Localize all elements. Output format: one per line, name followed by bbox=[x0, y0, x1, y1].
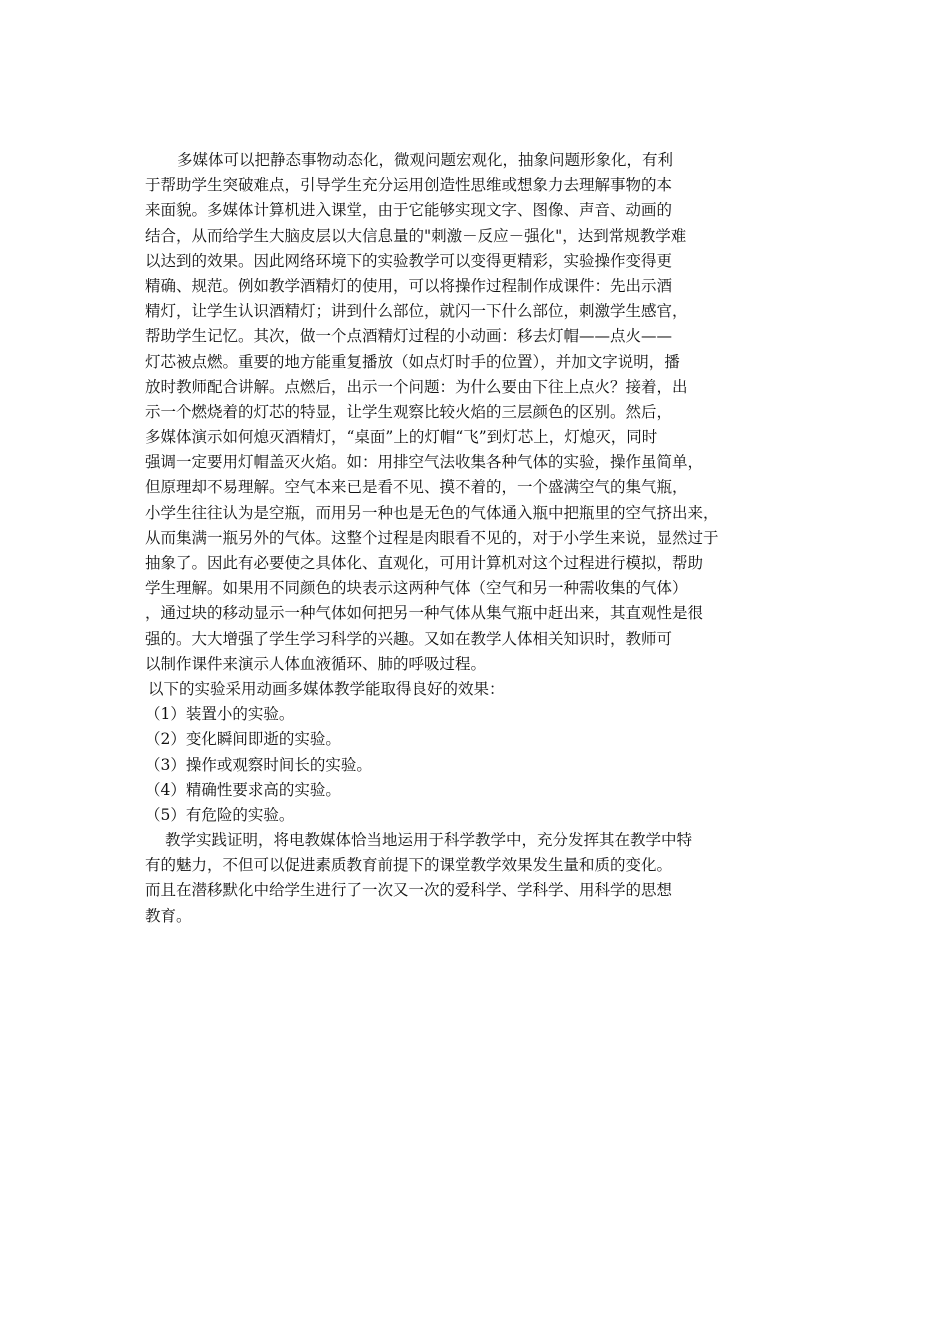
paragraph-line: 于帮助学生突破难点，引导学生充分运用创造性思维或想象力去理解事物的本 bbox=[145, 176, 673, 195]
paragraph-line: 教学实践证明，将电教媒体恰当地运用于科学教学中，充分发挥其在教学中特 bbox=[165, 831, 693, 850]
paragraph-line: 小学生往往认为是空瓶，而用另一种也是无色的气体通入瓶中把瓶里的空气挤出来， bbox=[145, 503, 719, 522]
paragraph-line: 来面貌。多媒体计算机进入课堂，由于它能够实现文字、图像、声音、动画的 bbox=[145, 201, 673, 220]
paragraph-line: 精灯，让学生认识酒精灯；讲到什么部位，就闪一下什么部位，刺激学生感官， bbox=[145, 302, 688, 321]
paragraph-line: 多媒体演示如何熄灭酒精灯，“桌面”上的灯帽“飞”到灯芯上，灯熄灭，同时 bbox=[145, 428, 658, 447]
document-body bbox=[145, 148, 785, 929]
paragraph-line: 教育。 bbox=[145, 906, 192, 925]
paragraph-line: 强调一定要用灯帽盖灭火焰。如：用排空气法收集各种气体的实验，操作虽简单， bbox=[145, 453, 704, 472]
paragraph-line: 示一个燃烧着的灯芯的特显，让学生观察比较火焰的三层颜色的区别。然后， bbox=[145, 402, 673, 421]
paragraph-line: 灯芯被点燃。重要的地方能重复播放（如点灯时手的位置），并加文字说明，播 bbox=[145, 352, 680, 371]
list-item: （4）精确性要求高的实验。 bbox=[145, 780, 341, 799]
paragraph-line: 抽象了。因此有必要使之具体化、直观化，可用计算机对这个过程进行模拟，帮助 bbox=[145, 554, 704, 572]
paragraph-line: 而且在潜移默化中给学生进行了一次又一次的爱科学、学科学、用科学的思想 bbox=[145, 881, 673, 900]
paragraph-line: 但原理却不易理解。空气本来已是看不见、摸不着的，一个盛满空气的集气瓶， bbox=[145, 478, 688, 497]
list-item: （1）装置小的实验。 bbox=[145, 705, 295, 724]
paragraph-line: 精确、规范。例如教学酒精灯的使用，可以将操作过程制作成课件：先出示酒 bbox=[145, 276, 673, 295]
paragraph-line: 多媒体可以把静态事物动态化，微观问题宏观化，抽象问题形象化，有利 bbox=[177, 151, 674, 169]
paragraph-line: 从而集满一瓶另外的气体。这整个过程是肉眼看不见的，对于小学生来说，显然过于 bbox=[145, 528, 719, 547]
paragraph-line: 以达到的效果。因此网络环境下的实验教学可以变得更精彩，实验操作变得更 bbox=[145, 251, 673, 270]
list-item: （2）变化瞬间即逝的实验。 bbox=[145, 730, 341, 749]
paragraph-line: 帮助学生记忆。其次，做一个点酒精灯过程的小动画：移去灯帽——点火—— bbox=[145, 327, 673, 346]
list-intro: 以下的实验采用动画多媒体教学能取得良好的效果： bbox=[148, 679, 505, 698]
paragraph-line: 学生理解。如果用不同颜色的块表示这两种气体（空气和另一种需收集的气体） bbox=[145, 579, 688, 598]
paragraph-line: ，通过块的移动显示一种气体如何把另一种气体从集气瓶中赶出来，其直观性是很 bbox=[145, 604, 704, 623]
list-item: （3）操作或观察时间长的实验。 bbox=[145, 755, 372, 774]
paragraph-line: 结合，从而给学生大脑皮层以大信息量的"刺激－反应－强化"，达到常规教学难 bbox=[145, 226, 687, 245]
paragraph-intro bbox=[145, 148, 785, 677]
paragraph-line: 以制作课件来演示人体血液循环、肺的呼吸过程。 bbox=[145, 654, 487, 673]
paragraph-line: 有的魅力，不但可以促进素质教育前提下的课堂教学效果发生量和质的变化。 bbox=[145, 856, 673, 875]
experiment-list bbox=[145, 702, 785, 828]
list-item: （5）有危险的实验。 bbox=[145, 805, 295, 824]
paragraph-line: 放时教师配合讲解。点燃后，出示一个问题：为什么要由下往上点火？接着，出 bbox=[145, 377, 688, 396]
paragraph-line: 强的。大大增强了学生学习科学的兴趣。又如在教学人体相关知识时，教师可 bbox=[145, 629, 673, 648]
paragraph-conclusion bbox=[145, 828, 785, 929]
